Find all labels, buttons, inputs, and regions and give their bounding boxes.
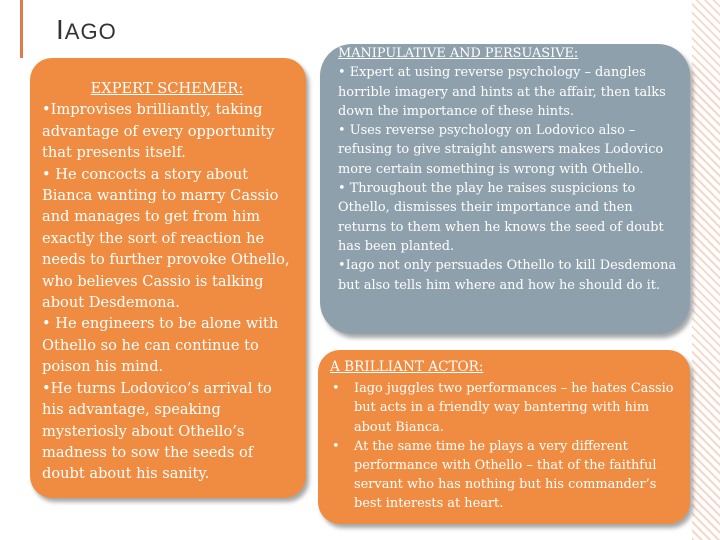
decorative-stripes xyxy=(692,0,720,540)
brilliant-actor-item-text: At the same time he plays a very different performance with Othello – that of the faithful servant who has nothing but his commander’s best interests at heart. xyxy=(354,438,657,512)
expert-schemer-item: • He concocts a story about Bianca wanting to marry Cassio and manages to get from him exactly the sort of reaction he needs to further provoke Othello, who believes Cassio is talking about Desdemona. xyxy=(42,165,290,312)
expert-schemer-heading: EXPERT SCHEMER: xyxy=(90,80,244,97)
brilliant-actor-item xyxy=(330,379,690,437)
bullet-icon: • xyxy=(332,438,340,454)
expert-schemer-content xyxy=(42,78,292,485)
manipulative-heading: MANIPULATIVE AND PERSUASIVE: xyxy=(338,46,579,61)
manipulative-item: • Throughout the play he raises suspicions to Othello, dismisses their importance and then returns to them when he knows the seed of doubt has been planted. xyxy=(338,181,664,254)
bullet-icon: • xyxy=(332,381,340,397)
brilliant-actor-content xyxy=(330,358,690,514)
brilliant-actor-heading: A BRILLIANT ACTOR: xyxy=(330,359,484,375)
manipulative-item: • Expert at using reverse psychology – dangles horrible imagery and hints at the affair, then talks down the importance of these hints. xyxy=(338,65,666,119)
expert-schemer-item: •He turns Lodovico’s arrival to his advantage, speaking mysteriosly about Othello’s madness to sow the seeds of doubt about his sanity. xyxy=(42,379,272,483)
manipulative-item: • Uses reverse psychology on Lodovico also – refusing to give straight answers makes Lodovico more certain something is wrong with Othello. xyxy=(338,123,664,177)
slide-title-rest: AGO xyxy=(64,19,117,44)
manipulative-item: •Iago not only persuades Othello to kill Desdemona but also tells him where and how he should do it. xyxy=(338,258,677,293)
slide-title xyxy=(56,14,117,46)
slide-title-initial: I xyxy=(56,14,65,45)
manipulative-content xyxy=(338,44,683,295)
expert-schemer-item: • He engineers to be alone with Othello so he can continue to poison his mind. xyxy=(42,315,279,376)
brilliant-actor-item xyxy=(330,437,690,514)
expert-schemer-item: •Improvises brilliantly, taking advantage of every opportunity that presents itself. xyxy=(42,101,275,162)
brilliant-actor-item-text: Iago juggles two performances – he hates Cassio but acts in a friendly way bantering with him about Bianca. xyxy=(354,381,674,435)
accent-rule xyxy=(20,0,23,58)
